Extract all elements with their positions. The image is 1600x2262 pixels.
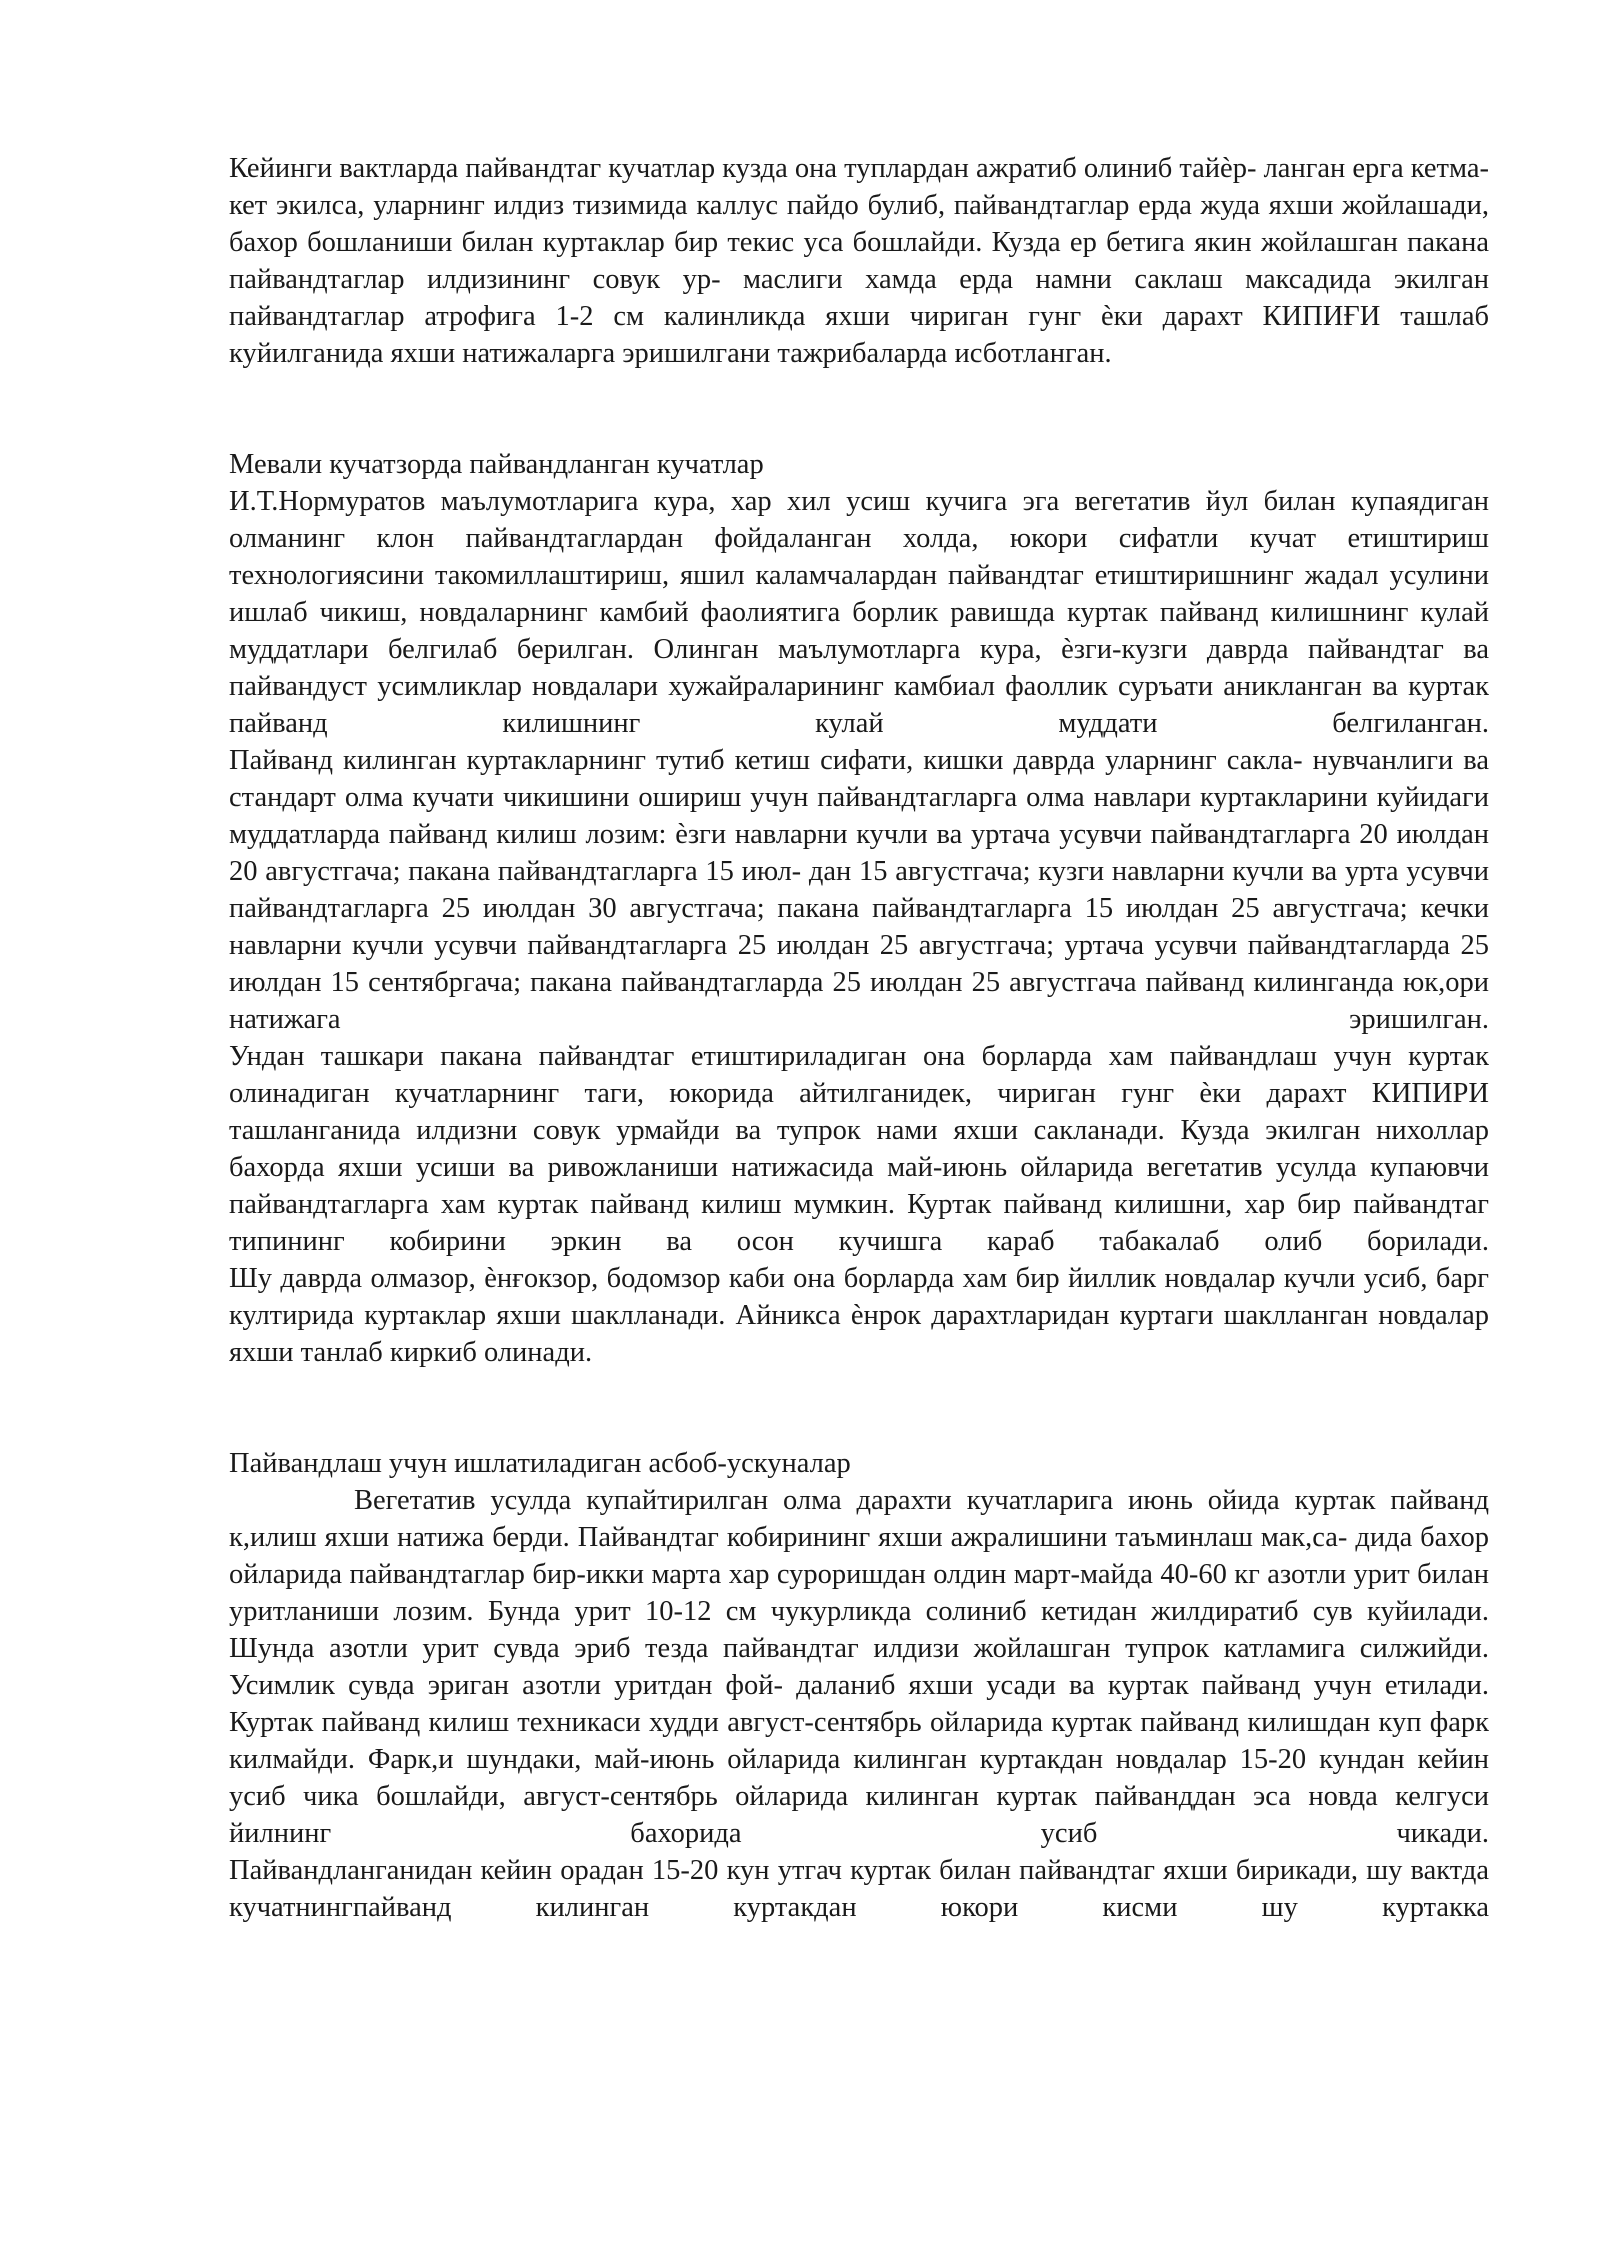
paragraph-normuratov-data: И.Т.Нормуратов маълумотларига кура, хар хил усиш кучига эга вегетатив йул билан купаядиган олманинг клон пайвандтаглардан фойдаланган холда, юкори сифатли кучат етиштириш технологиясини такомиллаштириш, яшил каламчалардан пайвандтаг етиштиришнинг жадал усулини ишлаб чикиш, новдаларнинг камбий фаолиятига борлик равишда куртак пайванд килишнинг кулай муддатлари белгилаб берилган. Олинган маълумотларга кура, ѐзги-кузги даврда пайвандтаг ва пайвандуст усимликлар новдалари хужайраларининг камбиал фаоллик суръати аникланган ва куртак пайванд килишнинг кулай муддати белгиланган. [229,486,1489,739]
paragraph-june-budding: Вегетатив усулда купайтирилган олма дарахти кучатларига июнь ойида куртак пайванд к,илиш яхши натижа берди. Пайвандтаг кобирининг яхши ажралишини таъминлаш мак,са- дида бахор ойларида пайвандтаглар бир-икки марта хар суроришдан олдин март-майда 40-60 кг азотли урит билан уритланиши лозим. Бунда урит 10-12 см чукурликда солиниб кетидан жилдиратиб сув куйилади. Шунда азотли урит сувда эриб тезда пайвандтаг илдизи жойлашган тупрок катламига силжийди. Усимлик сувда эриган азотли уритдан фой- даланиб яхши усади ва куртак пайванд учун етилади. Куртак пайванд килиш техникаси худди август-сентябрь ойларида куртак пайванд килишдан куп фарк килмайди. Фарк,и шундаки, май-июнь ойларида килинган куртакдан новдалар 15-20 кундан кейин усиб чика бошлайди, август-сентябрь ойларида килинган куртак пайванддан эса новда келгуси йилнинг бахорида усиб чикади. [229,1485,1489,1849]
paragraph-mother-plantation: Ундан ташкари пакана пайвандтаг етиштириладиган она борларда хам пайвандлаш учун куртак олинадиган кучатларнинг таги, юкорида айтилганидек, чириган гунг ѐки дарахт КИПИРИ ташланганида илдизни совук урмайди ва тупрок нами яхши сакланади. Кузда экилган нихоллар бахорда яхши усиши ва ривожланиши натижасида май-июнь ойларида вегетатив усулда купаювчи пайвандтагларга хам куртак пайванд килиш мумкин. Куртак пайванд килишни, хар бир пайвандтаг типининг кобирини эркин ва осон кучишга караб табакалаб олиб борилади. [229,1041,1489,1257]
blank-line [229,1408,1489,1445]
paragraph-rootstock-planting: Кейинги вактларда пайвандтаг кучатлар кузда она туплардан ажратиб олиниб тайѐр- ланган ерга кетма-кет экилса, уларнинг илдиз тизимида каллус пайдо булиб, пайвандтаглар ерда жуда яхши жойлашади, бахор бошланиши билан куртаклар бир текис уса бошлайди. Кузда ер бетига якин жойлашган пакана пайвандтаглар илдизининг совук ур- маслиги хамда ерда намни саклаш максадида экилган пайвандтаглар атрофига 1-2 см калинликда яхши чириган гунг ѐки дарахт КИПИҒИ ташлаб куйилганида яхши натижаларга эришилгани тажрибаларда исботланган. [229,153,1489,369]
paragraph-budding-dates: Пайванд килинган куртакларнинг тутиб кетиш сифати, кишки даврда уларнинг сакла- нувчанлиги ва стандарт олма кучати чикишини ошириш учун пайвандтагларга олма навлари куртакларини куйидаги муддатларда пайванд килиш лозим: ѐзги навларни кучли ва уртача усувчи пайвандтагларга 20 июлдан 20 августгача; пакана пайвандтагларга 15 июл- дан 15 августгача; кузги навларни кучли ва урта усувчи пайвандтагларга 25 июлдан 30 августгача; пакана пайвандтагларга 15 июлдан 25 августгача; кечки навларни кучли усувчи пайвандтагларга 25 июлдан 25 августгача; уртача усувчи пайвандтагларда 25 июлдан 15 сентябргача; пакана пайвандтагларда 25 июлдан 25 августгача пайванд килинганда юк,ори натижага эришилган. [229,745,1489,1035]
blank-line [229,409,1489,446]
blank-line [229,372,1489,409]
section-heading-tools: Пайвандлаш учун ишлатиладиган асбоб-ускуналар [229,1448,851,1479]
paragraph-bud-formation: Шу даврда олмазор, ѐнғокзор, бодомзор каби она борларда хам бир йиллик новдалар кучли усиб, барг култирида куртаклар яхши шаклланади. Айникса ѐнрок дарахтларидан куртаги шаклланган новдалар яхши танлаб киркиб олинади. [229,1263,1489,1368]
section-heading-grafted-seedlings: Мевали кучатзорда пайвандланган кучатлар [229,449,764,480]
blank-line [229,1371,1489,1408]
document-body [229,150,1489,1926]
paragraph-bud-union: Пайвандланганидан кейин орадан 15-20 кун утгач куртак билан пайвандтаг яхши бирикади, шу вактда кучатнингпайванд килинган куртакдан юкори кисми шу куртакка [229,1855,1489,1923]
